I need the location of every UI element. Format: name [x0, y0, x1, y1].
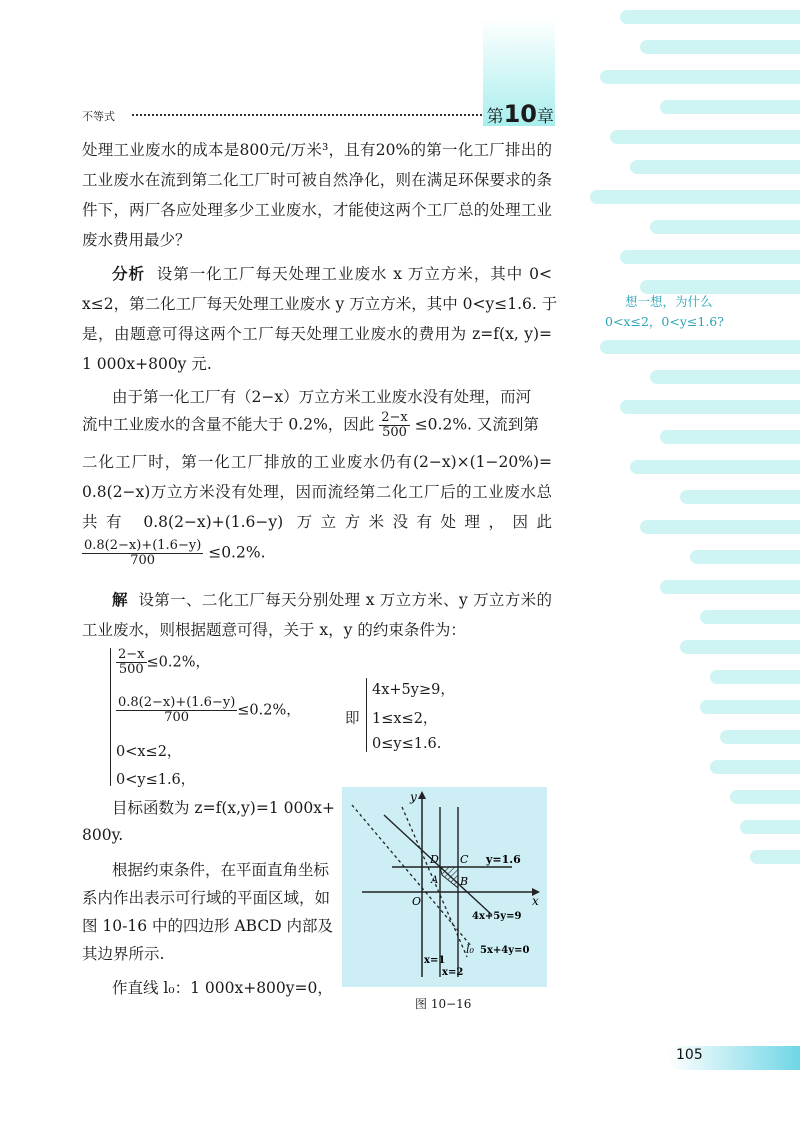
chapter-label: 第10章 [486, 100, 554, 128]
reduced-constraint-1: 4x+5y≥9， [372, 682, 455, 698]
solution-line-1: 解 设第一、二化工厂每天分别处理 x 万立方米、y 万立方米的 [112, 591, 552, 609]
label-line2: 4x+5y=9 [472, 911, 522, 922]
reduced-constraint-2: 1≤x≤2， [372, 711, 438, 727]
problem-line-2: 工业废水在流到第二化工厂时可被自然净化，则在满足环保要求的条 [82, 171, 552, 189]
label-l0: l₀ [466, 943, 474, 956]
label-a: A [431, 875, 439, 886]
left-brace [110, 648, 111, 786]
label-y: y [410, 790, 417, 804]
problem-line-1: 处理工业废水的成本是800元/万米³，且有20%的第一化工厂排出的 [82, 141, 552, 159]
label-d: D [430, 853, 439, 866]
page-number: 105 [676, 1047, 703, 1063]
equivalent-label: 即 [345, 711, 360, 727]
label-line3: 5x+4y=0 [480, 945, 530, 956]
figure-10-16 [342, 787, 547, 987]
margin-note-line-1: 想一想，为什么 [625, 294, 713, 309]
fraction-2-x-over-500: $\frac{2-x}{500}$ [381, 410, 408, 440]
label-b: B [460, 875, 469, 888]
line-l0-text: 作直线 l₀：1 000x+800y=0， [112, 979, 333, 997]
figure-caption: 图 10−16 [415, 997, 472, 1011]
problem-line-4: 废水费用最少？ [82, 231, 191, 249]
analysis-p2-line-6: $\frac{0.8(2-x)+(1.6-y)}{700}$ ≤0.2%. [84, 538, 266, 568]
label-x: x [532, 894, 539, 908]
margin-note-line-2: 0<x≤2，0<y≤1.6? [605, 314, 724, 329]
label-c: C [460, 853, 469, 866]
objective-line-2: 800y. [82, 826, 124, 844]
label-x1: x=1 [424, 955, 446, 966]
constraint-2: $\frac{0.8(2-x)+(1.6-y)}{700}$ ≤0.2%， [118, 695, 301, 725]
analysis-line-3: 是，由题意可得这两个工厂每天处理工业废水的费用为 z=f(x, y)= [82, 325, 552, 343]
analysis-line-1: 分析 设第一化工厂每天处理工业废水 x 万立方米，其中 0< [112, 265, 552, 283]
y-axis-arrow [418, 791, 426, 799]
constraint-1: $\frac{2-x}{500}$ ≤0.2%， [118, 647, 210, 677]
decorative-stripes [540, 0, 800, 1127]
analysis-p2-line-1: 由于第一化工厂有（2−x）万立方米工业废水没有处理，而河 [112, 388, 532, 406]
section-title: 不等式 [82, 110, 115, 123]
region-line-2: 系内作出表示可行域的平面区域，如 [82, 889, 331, 907]
label-o: O [412, 895, 422, 908]
solution-label: 解 [112, 591, 128, 609]
analysis-label: 分析 [112, 265, 145, 283]
right-brace [366, 678, 367, 752]
analysis-line-4: 1 000x+800y 元. [82, 355, 212, 373]
analysis-p2-line-5: 共有 0.8(2−x)+(1.6−y) 万立方米没有处理，因此 [82, 513, 552, 531]
label-line1: y=1.6 [486, 853, 521, 866]
label-x2: x=2 [442, 967, 464, 978]
analysis-line-2: x≤2，第二化工厂每天处理工业废水 y 万立方米，其中 0<y≤1.6. 于 [82, 295, 558, 313]
reduced-constraint-3: 0≤y≤1.6. [372, 736, 442, 752]
analysis-p2-line-4: 0.8(2−x)万立方米没有处理，因而流经第二化工厂后的工业废水总 [82, 483, 552, 501]
feasible-region-abcd [440, 867, 458, 888]
objective-line-1: 目标函数为 z=f(x,y)=1 000x+ [112, 799, 335, 817]
solution-line-2: 工业废水，则根据题意可得，关于 x，y 的约束条件为： [82, 621, 466, 639]
constraint-3: 0<x≤2， [116, 744, 182, 760]
problem-line-3: 件下，两厂各应处理多少工业废水，才能使这两个工厂总的处理工业 [82, 201, 552, 219]
feasible-region-plot [342, 787, 547, 987]
running-header [82, 100, 558, 130]
constraint-4: 0<y≤1.6， [116, 772, 196, 788]
analysis-p2-line-3: 二化工厂时，第一化工厂排放的工业废水仍有(2−x)×(1−20%)= [82, 453, 552, 471]
region-line-4: 其边界所示. [82, 945, 165, 963]
fraction-waste-over-700: $\frac{0.8(2-x)+(1.6-y)}{700}$ [84, 538, 202, 568]
region-line-3: 图 10-16 中的四边形 ABCD 内部及 [82, 917, 334, 935]
analysis-p2-line-2: 流中工业废水的含量不能大于 0.2%，因此 $\frac{2-x}{500}$ ≤0.2%. 又流到第 [82, 410, 539, 440]
region-line-1: 根据约束条件，在平面直角坐标 [112, 861, 330, 879]
header-dotted-leader [132, 114, 482, 116]
